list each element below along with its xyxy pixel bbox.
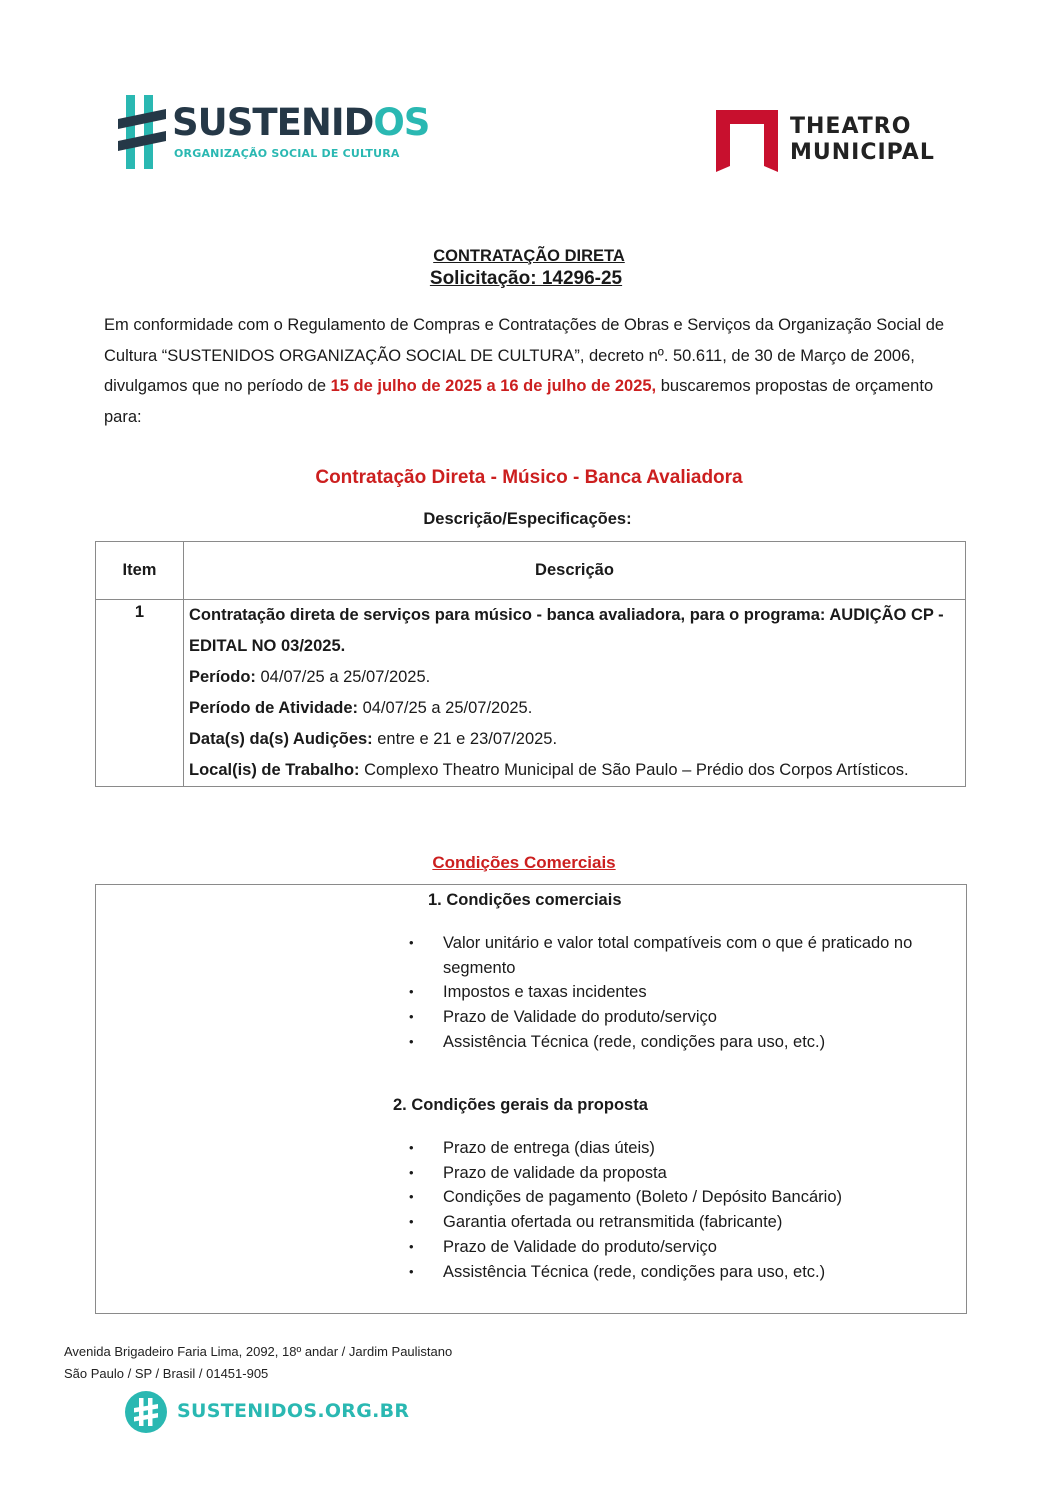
intro-period: 15 de julho de 2025 a 16 de julho de 2025, <box>330 377 657 395</box>
list-item: • Garantia ofertada ou retransmitida (fabricante) <box>96 1210 953 1235</box>
col-header-description: Descrição <box>184 542 966 600</box>
list-item: • Impostos e taxas incidentes <box>96 980 953 1005</box>
section2-title: 2. Condições gerais da proposta <box>393 1096 648 1114</box>
theatro-municipal-logo <box>716 108 956 174</box>
footer-site[interactable]: SUSTENIDOS.ORG.BR <box>177 1400 410 1422</box>
section1-list <box>96 931 953 1055</box>
document-title: CONTRATAÇÃO DIRETA <box>433 247 625 265</box>
table-header-row <box>96 542 966 600</box>
item-description <box>184 600 966 787</box>
list-item: • Prazo de Validade do produto/serviço <box>96 1005 953 1030</box>
atividade-value: 04/07/25 a 25/07/2025. <box>358 699 533 717</box>
conditions-title: Condições Comerciais <box>432 853 616 872</box>
list-item: • Assistência Técnica (rede, condições para uso, etc.) <box>96 1260 953 1285</box>
list-item: • Prazo de validade da proposta <box>96 1161 953 1186</box>
intro-text: Em conformidade com o Regulamento de Compras e Contratações de Obras e Serviços da Organização Social de Cultura “SUSTENIDOS ORGANIZAÇÃO SOCIAL DE CULTURA”, decreto nº. 50.611, de 30 de Março de 2006, divulgamos que no período de <box>104 316 945 395</box>
wordmark-dark: SUSTENID <box>172 101 374 144</box>
table-row <box>96 600 966 787</box>
list-item: • Prazo de entrega (dias úteis) <box>96 1136 953 1161</box>
sustenidos-wordmark <box>172 103 429 143</box>
audicoes-value: entre e 21 e 23/07/2025. <box>372 730 558 748</box>
theatro-line2: MUNICIPAL <box>790 140 935 165</box>
periodo-value: 04/07/25 a 25/07/2025. <box>255 668 431 686</box>
request-number: Solicitação: 14296-25 <box>429 268 623 289</box>
col-header-item: Item <box>96 542 184 600</box>
local-label: Local(is) de Trabalho: <box>189 761 360 779</box>
intro-paragraph <box>104 310 954 432</box>
periodo-label: Período: <box>189 668 256 686</box>
list-item: • Prazo de Validade do produto/serviço <box>96 1235 953 1260</box>
section1-title: 1. Condições comerciais <box>428 891 622 909</box>
list-item: • Assistência Técnica (rede, condições para uso, etc.) <box>96 1030 953 1055</box>
section2-list <box>96 1136 953 1284</box>
object-title: Contratação Direta - Músico - Banca Avaliadora <box>315 467 743 488</box>
theatro-mark-icon <box>716 110 778 172</box>
footer-hash-icon <box>125 1391 167 1433</box>
item-main-text: Contratação direta de serviços para músico - banca avaliadora, para o programa: AUDIÇÃO CP - EDITAL NO 03/2025. <box>189 606 944 655</box>
local-value: Complexo Theatro Municipal de São Paulo – Prédio dos Corpos Artísticos. <box>359 761 909 779</box>
list-item: • Condições de pagamento (Boleto / Depósito Bancário) <box>96 1185 953 1210</box>
theatro-line1: THEATRO <box>790 114 912 139</box>
footer-address-line2: São Paulo / SP / Brasil / 01451-905 <box>64 1366 269 1381</box>
list-item: • Valor unitário e valor total compatíveis com o que é praticado no segmento <box>96 931 953 980</box>
footer-logo <box>125 1391 410 1435</box>
theatro-wordmark <box>790 114 935 166</box>
audicoes-label: Data(s) da(s) Audições: <box>189 730 373 748</box>
wordmark-teal: OS <box>373 101 430 144</box>
footer-address-line1: Avenida Brigadeiro Faria Lima, 2092, 18º andar / Jardim Paulistano <box>64 1344 453 1359</box>
items-table <box>95 541 966 787</box>
atividade-label: Período de Atividade: <box>189 699 358 717</box>
conditions-box <box>95 884 967 1314</box>
hash-logo-icon <box>118 95 166 169</box>
spec-heading: Descrição/Especificações: <box>423 510 632 528</box>
intro-text-end: buscaremos propostas de orçamento para: <box>104 377 934 426</box>
sustenidos-tagline: ORGANIZAÇÃO SOCIAL DE CULTURA <box>174 147 400 160</box>
item-number: 1 <box>96 600 184 787</box>
sustenidos-logo <box>118 95 430 175</box>
